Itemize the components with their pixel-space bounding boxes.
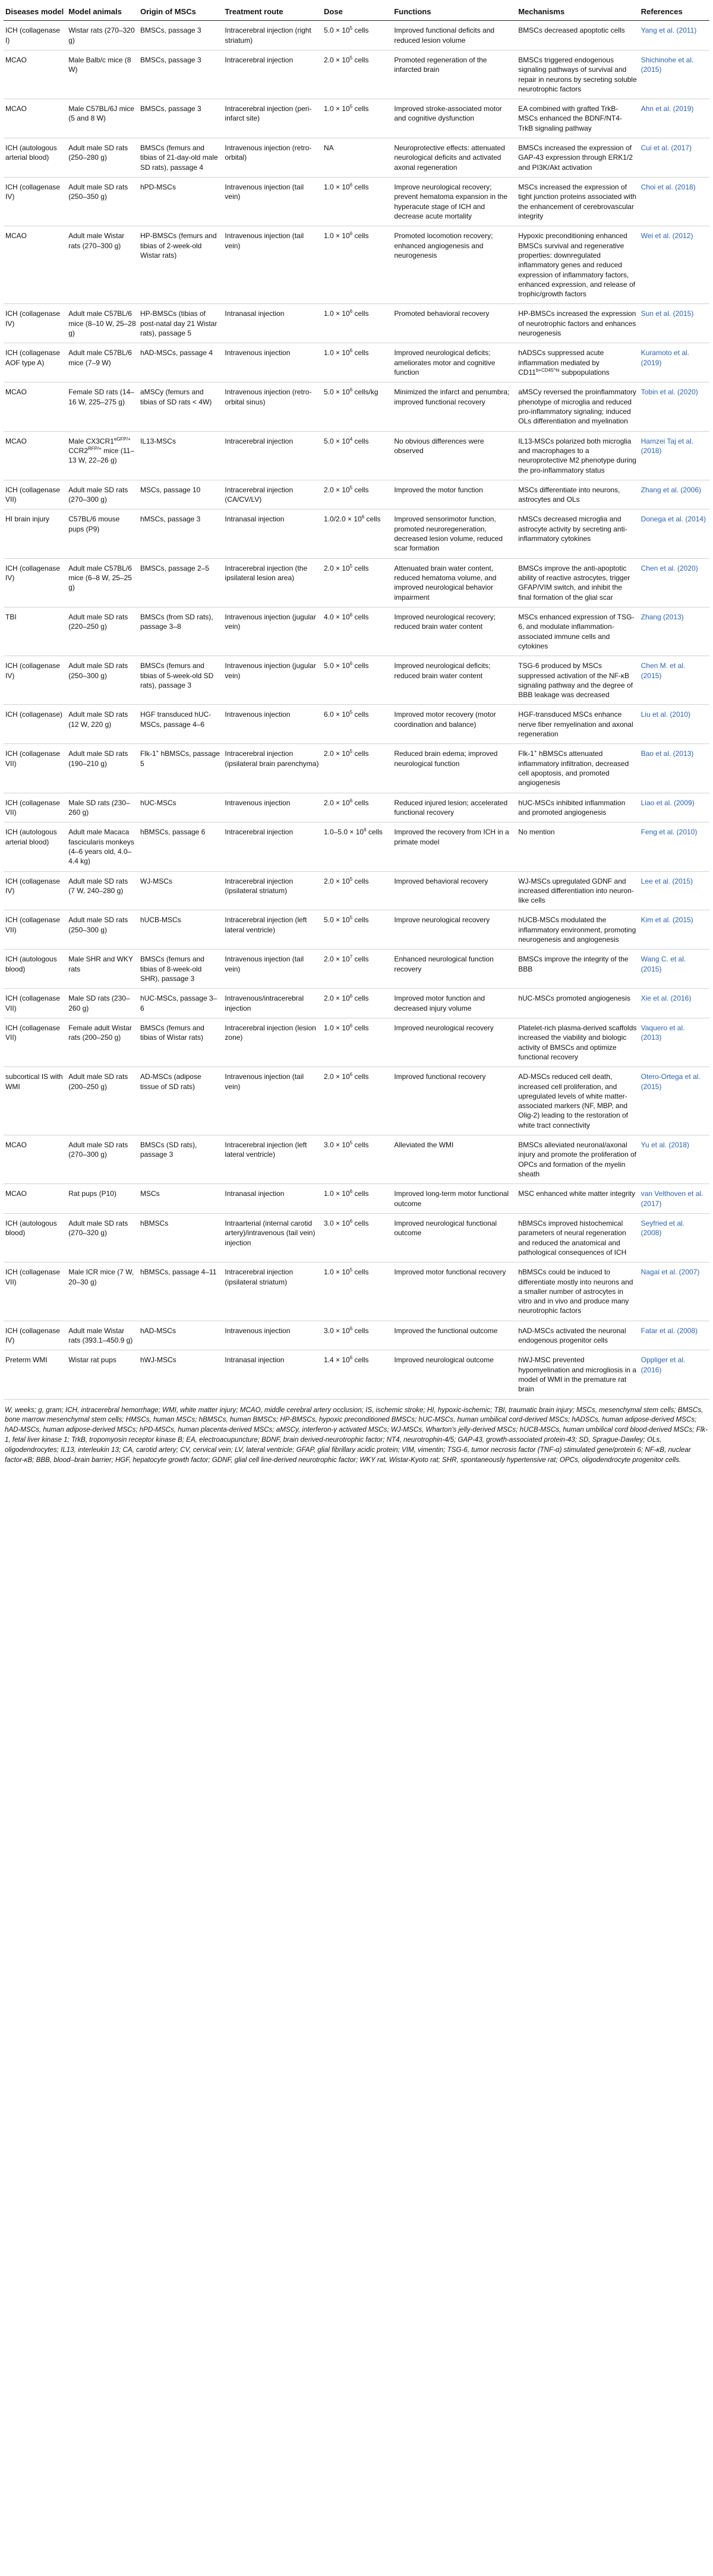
reference-link[interactable]: Feng et al. (2010)	[639, 822, 709, 871]
table-cell: Hypoxic preconditioning enhanced BMSCs survival and regenerative properties: downregulated inflammatory genes and reduced expression of inflammatory factors, enhanced expression, and release of trophic/growth factors	[516, 226, 639, 304]
table-cell: Adult male Wistar rats (270–300 g)	[67, 226, 138, 304]
table-cell: Improved neurological outcome	[392, 1350, 516, 1399]
table-cell: $2.0 \times 10^5$ cells	[322, 50, 392, 99]
table-cell: $2.0 \times 10^5$ cells	[322, 871, 392, 910]
table-cell: Adult male SD rats (250–300 g)	[67, 656, 138, 705]
table-cell: Male C57BL/6J mice (5 and 8 W)	[67, 99, 138, 138]
table-cell: Platelet-rich plasma-derived scaffolds increased the viability and biologic activity of BMSCs and optimize functional recovery	[516, 1018, 639, 1067]
reference-link[interactable]: Fatar et al. (2008)	[639, 1321, 709, 1350]
table-cell: HGF transduced hUC-MSCs, passage 4–6	[138, 705, 223, 744]
table-cell: ICH (collagenase IV)	[4, 304, 67, 343]
table-cell: hWJ-MSC prevented hypomyelination and microgliosis in a model of WMI in the premature rat brain	[516, 1350, 639, 1399]
table-row	[4, 656, 709, 705]
reference-link[interactable]: Sun et al. (2015)	[639, 304, 709, 343]
table-cell: Adult male SD rats (190–210 g)	[67, 744, 138, 793]
column-header: References	[639, 5, 709, 21]
table-cell: Intravenous injection	[223, 343, 322, 382]
table-row	[4, 910, 709, 950]
reference-link[interactable]: Donega et al. (2014)	[639, 509, 709, 558]
table-cell: Adult male C57BL/6 mice (6–8 W, 25–25 g)	[67, 558, 138, 607]
table-cell: $2.0 \times 10^6$ cells	[322, 1067, 392, 1135]
reference-link[interactable]: Choi et al. (2018)	[639, 178, 709, 226]
reference-link[interactable]: Chen et al. (2020)	[639, 558, 709, 607]
table-cell: Intraarterial (internal carotid artery)/intravenous (tail vein) injection	[223, 1213, 322, 1262]
table-cell: WJ-MSCs upregulated GDNF and increased differentiation into neuron-like cells	[516, 871, 639, 910]
table-cell: Intracerebral injection (left lateral ventricle)	[223, 1135, 322, 1184]
table-row	[4, 21, 709, 50]
table-cell: Wistar rats (270–320 g)	[67, 21, 138, 50]
table-row	[4, 50, 709, 99]
table-cell: Improved neurological recovery; reduced brain water content	[392, 607, 516, 656]
table-cell: hBMSCs	[138, 1213, 223, 1262]
table-cell: Flk-1+ hBMSCs, passage 5	[138, 744, 223, 793]
table-row	[4, 304, 709, 343]
table-cell: BMSCs (femurs and tibias of Wistar rats)	[138, 1018, 223, 1067]
table-cell: aMSCy (femurs and tibias of SD rats < 4W)	[138, 382, 223, 431]
table-cell: ICH (collagenase VII)	[4, 1018, 67, 1067]
table-footnote: W, weeks; g, gram; ICH, intracerebral hemorrhage; WMI, white matter injury; MCAO, middle cerebral artery occlusion; IS, ischemic stroke; HI, hypoxic-ischemic; TBI, traumatic brain injury; MSCs, mesenchymal stem cells; BMSCs, bone marrow mesenchymal stem cells; HMSCs, human MSCs; hBMSCs, human BMSCs; HP-BMSCs, hypoxic preconditioned BMSCs; hUC-MSCs, human umbilical cord-derived MSCs; hADSCs, human adipose-derived MSCs; hAD-MSCs, human adipose-derived MSCs; hPD-MSCs, human placenta-derived MSCs; aMSCy, interferon-γ activated MSCs; WJ-MSCs, Wharton's jelly-derived MSCs; hUCB-MSCs, human umbilical cord blood-derived MSCs; Flk-1, fetal liver kinase 1; TrkB, tropomyosin receptor kinase B; EA, electroacupuncture; BDNF, brain derived-neurotrophic factor; NT4, neurotrophin-4/5; GAP-43, growth-associated protein-43; SD, Sprague-Dawley; OLs, oligodendrocytes; IL13, interleukin 13; CA, carotid artery; CV, cervical vein; LV, lateral ventricle; GFAP, glial fibrillary acidic protein; VIM, vimentin; TSG-6, tumor necrosis factor (TNF-α) stimulated gene/protein 6; NF-κB, nuclear factor-κB; BBB, blood–brain barrier; HGF, hepatocyte growth factor; GDNF, glial cell line-derived neurotrophic factor; WKY rat, Wistar-Kyoto rat; SHR, spontaneously hypertensive rat; OPCs, oligodendrocyte progenitor cells.	[5, 1406, 708, 1464]
table-cell: $1.0 \times 10^6$ cells	[322, 178, 392, 226]
table-cell: $1.0 \times 10^6$ cells	[322, 226, 392, 304]
table-cell: hUC-MSCs promoted angiogenesis	[516, 989, 639, 1018]
table-cell: Intravenous/intracerebral injection	[223, 989, 322, 1018]
table-cell: MSCs, passage 10	[138, 480, 223, 509]
table-cell: HP-BMSCs (femurs and tibias of 2-week-old Wistar rats)	[138, 226, 223, 304]
table-cell: ICH (collagenase VII)	[4, 989, 67, 1018]
table-cell: hMSCs, passage 3	[138, 509, 223, 558]
table-cell: MCAO	[4, 50, 67, 99]
table-cell: $3.0 \times 10^6$ cells	[322, 1321, 392, 1350]
table-cell: hWJ-MSCs	[138, 1350, 223, 1399]
reference-link[interactable]: Xie et al. (2016)	[639, 989, 709, 1018]
table-cell: $1.0-5.0 \times 10^6$ cells	[322, 822, 392, 871]
table-cell: BMSCs (femurs and tibias of 8-week-old SHR), passage 3	[138, 950, 223, 989]
table-cell: ICH (collagenase IV)	[4, 656, 67, 705]
table-cell: Adult male C57BL/6 mice (8–10 W, 25–28 g)	[67, 304, 138, 343]
table-cell: $3.0 \times 10^5$ cells	[322, 1135, 392, 1184]
table-cell: Male $CX3CR1^{eGFP/+}$ $CCR2^{RFP/+}$ mice (11–13 W, 22–26 g)	[67, 431, 138, 480]
table-header-row	[4, 5, 709, 21]
table-cell: Intracerebral injection (left lateral ventricle)	[223, 910, 322, 950]
table-cell: hMSCs decreased microglia and astrocyte activity by secreting anti-inflammatory cytokines	[516, 509, 639, 558]
table-cell: ICH (collagenase IV)	[4, 1321, 67, 1350]
table-cell: C57BL/6 mouse pups (P9)	[67, 509, 138, 558]
table-cell: Improved long-term motor functional outcome	[392, 1184, 516, 1214]
table-cell: HP-BMSCs increased the expression of neurotrophic factors and enhances neurogenesis	[516, 304, 639, 343]
table-cell: Intravenous injection	[223, 1321, 322, 1350]
reference-link[interactable]: Liu et al. (2010)	[639, 705, 709, 744]
table-cell: $1.0/2.0 \times 10^6$ cells	[322, 509, 392, 558]
table-cell: hUCB-MSCs modulated the inflammatory environment, promoting neurogenesis and angiogenesis	[516, 910, 639, 950]
table-cell: Male SD rats (230–260 g)	[67, 989, 138, 1018]
table-cell: Adult male Wistar rats (393.1–450.9 g)	[67, 1321, 138, 1350]
table-cell: $2.0 \times 10^5$ cells	[322, 744, 392, 793]
table-cell: $1.0 \times 10^5$ cells	[322, 99, 392, 138]
table-row	[4, 431, 709, 480]
table-row	[4, 705, 709, 744]
table-cell: MCAO	[4, 99, 67, 138]
table-cell: Improved behavioral recovery	[392, 871, 516, 910]
table-cell: BMSCs increased the expression of GAP-43 expression through ERK1/2 and PI3K/Akt activation	[516, 138, 639, 178]
table-cell: hUC-MSCs inhibited inflammation and promoted angiogenesis	[516, 793, 639, 822]
table-cell: $2.0 \times 10^5$ cells	[322, 558, 392, 607]
table-cell: Adult male SD rats (250–280 g)	[67, 138, 138, 178]
table-cell: Intravenous injection (retro-orbital)	[223, 138, 322, 178]
table-cell: $2.0 \times 10^6$ cells	[322, 793, 392, 822]
table-cell: Improved neurological recovery	[392, 1018, 516, 1067]
table-row	[4, 1262, 709, 1321]
table-row	[4, 989, 709, 1018]
table-cell: hBMSCs improved histochemical parameters of neural regeneration and reduced the anatomical and pathological consequences of ICH	[516, 1213, 639, 1262]
table-cell: ICH (collagenase VII)	[4, 793, 67, 822]
reference-link[interactable]: van Velthoven et al. (2017)	[639, 1184, 709, 1214]
table-cell: MSC enhanced white matter integrity	[516, 1184, 639, 1214]
table-row	[4, 1018, 709, 1067]
table-cell: Intracerebral injection (right striatum)	[223, 21, 322, 50]
table-body	[4, 21, 709, 1399]
table-cell: hUC-MSCs	[138, 793, 223, 822]
table-row	[4, 1135, 709, 1184]
table-row	[4, 793, 709, 822]
table-cell: $5.0 \times 10^6$ cells	[322, 656, 392, 705]
column-header: Model animals	[67, 5, 138, 21]
table-cell: Adult male SD rats (270–300 g)	[67, 480, 138, 509]
reference-link[interactable]: Vaquero et al. (2013)	[639, 1018, 709, 1067]
reference-link[interactable]: Kim et al. (2015)	[639, 910, 709, 950]
table-cell: MCAO	[4, 431, 67, 480]
table-cell: Intravenous injection	[223, 793, 322, 822]
table-cell: Intravenous injection (tail vein)	[223, 1067, 322, 1135]
reference-link[interactable]: Yang et al. (2011)	[639, 21, 709, 50]
table-row	[4, 744, 709, 793]
table-row	[4, 178, 709, 226]
table-cell: Adult male SD rats (270–320 g)	[67, 1213, 138, 1262]
table-cell: Improved functional deficits and reduced lesion volume	[392, 21, 516, 50]
table-cell: Improved functional recovery	[392, 1067, 516, 1135]
table-cell: BMSCs (femurs and tibias of 21-day-old male SD rats), passage 4	[138, 138, 223, 178]
table-row	[4, 226, 709, 304]
reference-link[interactable]: Wei et al. (2012)	[639, 226, 709, 304]
table-cell: Adult male SD rats (250–300 g)	[67, 910, 138, 950]
table-cell: Intranasal injection	[223, 1350, 322, 1399]
table-cell: $1.0 \times 10^6$ cells	[322, 343, 392, 382]
table-cell: Attenuated brain water content, reduced hematoma volume, and improved neurological behavior impairment	[392, 558, 516, 607]
table-cell: Intracerebral injection	[223, 822, 322, 871]
table-cell: Intracerebral injection (ipsilateral striatum)	[223, 1262, 322, 1321]
reference-link[interactable]: Wang C. et al. (2015)	[639, 950, 709, 989]
table-cell: IL13-MSCs polarized both microglia and macrophages to a neuroprotective M2 phenotype during the pro-inflammatory status	[516, 431, 639, 480]
table-cell: Adult male Macaca fascicularis monkeys (4–6 years old, 4.0–4.4 kg)	[67, 822, 138, 871]
table-cell: Intravenous injection (tail vein)	[223, 178, 322, 226]
table-cell: HP-BMSCs (tibias of post-natal day 21 Wistar rats), passage 5	[138, 304, 223, 343]
table-cell: Improved neurological deficits; reduced brain water content	[392, 656, 516, 705]
table-cell: hAD-MSCs, passage 4	[138, 343, 223, 382]
table-cell: Preterm WMI	[4, 1350, 67, 1399]
table-cell: IL13-MSCs	[138, 431, 223, 480]
table-row	[4, 871, 709, 910]
table-cell: AD-MSCs (adipose tissue of SD rats)	[138, 1067, 223, 1135]
table-cell: ICH (collagenase IV)	[4, 558, 67, 607]
reference-link[interactable]: Zhang et al. (2006)	[639, 480, 709, 509]
table-cell: ICH (autologous arterial blood)	[4, 822, 67, 871]
table-cell: aMSCy reversed the proinflammatory phenotype of microglia and reduced pro-inflammatory signaling; induced OLs differentiation and myelination	[516, 382, 639, 431]
table-cell: $5.0 \times 10^6$ cells/kg	[322, 382, 392, 431]
table-cell: NA	[322, 138, 392, 178]
table-cell: Improved neurological deficits; ameliorates motor and cognitive function	[392, 343, 516, 382]
table-cell: hBMSCs could be induced to differentiate mostly into neurons and a smaller number of astrocytes in vitro and in vivo and produce many neurotrophic factors	[516, 1262, 639, 1321]
table-cell: Female SD rats (14–16 W, 225–275 g)	[67, 382, 138, 431]
column-header: Diseases model	[4, 5, 67, 21]
reference-link[interactable]: Cui et al. (2017)	[639, 138, 709, 178]
table-cell: Adult male SD rats (7 W, 240–280 g)	[67, 871, 138, 910]
table-row	[4, 138, 709, 178]
table-cell: $1.4 \times 10^6$ cells	[322, 1350, 392, 1399]
table-cell: ICH (collagenase IV)	[4, 871, 67, 910]
table-cell: Intracerebral injection (lesion zone)	[223, 1018, 322, 1067]
table-cell: BMSCs decreased apoptotic cells	[516, 21, 639, 50]
column-header: Treatment route	[223, 5, 322, 21]
table-cell: BMSCs (femurs and tibias of 5-week-old SD rats), passage 3	[138, 656, 223, 705]
reference-link[interactable]: Ahn et al. (2019)	[639, 99, 709, 138]
reference-link[interactable]: Zhang (2013)	[639, 607, 709, 656]
table-cell: Improved motor function and decreased injury volume	[392, 989, 516, 1018]
table-cell: MCAO	[4, 382, 67, 431]
table-cell: $3.0 \times 10^6$ cells	[322, 1213, 392, 1262]
table-row	[4, 480, 709, 509]
table-cell: TBI	[4, 607, 67, 656]
table-cell: Improved the motor function	[392, 480, 516, 509]
table-cell: HI brain injury	[4, 509, 67, 558]
table-cell: Flk-1+ hBMSCs attenuated inflammatory infiltration, decreased cell apoptosis, and promoted angiogenesis	[516, 744, 639, 793]
table-cell: Improved the functional outcome	[392, 1321, 516, 1350]
reference-link[interactable]: Hamzei Taj et al. (2018)	[639, 431, 709, 480]
table-row	[4, 950, 709, 989]
table-cell: $2.0 \times 10^7$ cells	[322, 950, 392, 989]
table-cell: No obvious differences were observed	[392, 431, 516, 480]
column-header: Dose	[322, 5, 392, 21]
table-cell: Neuroprotective effects: attenuated neurological deficits and activated axonal regeneration	[392, 138, 516, 178]
table-cell: hUCB-MSCs	[138, 910, 223, 950]
reference-link[interactable]: Tobin et al. (2020)	[639, 382, 709, 431]
table-cell: ICH (autologous blood)	[4, 950, 67, 989]
table-cell: ICH (collagenase VII)	[4, 480, 67, 509]
table-cell: hUC-MSCs, passage 3–6	[138, 989, 223, 1018]
table-cell: MSCs enhanced expression of TSG-6, and modulate inflammation-associated immune cells and cytokines	[516, 607, 639, 656]
table-cell: BMSCs (SD rats), passage 3	[138, 1135, 223, 1184]
table-cell: hAD-MSCs	[138, 1321, 223, 1350]
table-cell: AD-MSCs reduced cell death, increased cell proliferation, and upregulated levels of white matter-associated markers (NF, MBP, and Olig-2) leading to the restoration of white tract connectivity	[516, 1067, 639, 1135]
column-header: Mechanisms	[516, 5, 639, 21]
table-cell: BMSCs, passage 3	[138, 99, 223, 138]
table-cell: Reduced brain edema; improved neurological function	[392, 744, 516, 793]
table-row	[4, 1350, 709, 1399]
table-cell: Adult male SD rats (220–250 g)	[67, 607, 138, 656]
table-cell: BMSCs, passage 3	[138, 50, 223, 99]
table-cell: ICH (collagenase VII)	[4, 1262, 67, 1321]
table-cell: Intravenous injection (tail vein)	[223, 226, 322, 304]
table-cell: HGF-transduced MSCs enhance nerve fiber remyelination and axonal regeneration	[516, 705, 639, 744]
table-cell: MSCs increased the expression of tight junction proteins associated with the enhancement of cerebrovascular integrity	[516, 178, 639, 226]
table-cell: Improved neurological functional outcome	[392, 1213, 516, 1262]
table-cell: ICH (autologous blood)	[4, 1213, 67, 1262]
table-cell: Intracerebral injection (CA/CV/LV)	[223, 480, 322, 509]
table-cell: ICH (collagenase I)	[4, 21, 67, 50]
table-cell: ICH (collagenase AOF type A)	[4, 343, 67, 382]
table-cell: BMSCs improve the integrity of the BBB	[516, 950, 639, 989]
table-cell: $5.0 \times 10^5$ cells	[322, 21, 392, 50]
reference-link[interactable]: Kuramoto et al. (2019)	[639, 343, 709, 382]
table-cell: Intranasal injection	[223, 304, 322, 343]
table-cell: Promoted regeneration of the infarcted brain	[392, 50, 516, 99]
table-cell: MCAO	[4, 226, 67, 304]
table-cell: Intravenous injection (tail vein)	[223, 950, 322, 989]
table-cell: Intravenous injection (jugular vein)	[223, 607, 322, 656]
table-cell: Adult male C57BL/6 mice (7–9 W)	[67, 343, 138, 382]
table-cell: Adult male SD rats (250–350 g)	[67, 178, 138, 226]
table-cell: Improved stroke-associated motor and cognitive dysfunction	[392, 99, 516, 138]
table-cell: No mention	[516, 822, 639, 871]
table-cell: Female adult Wistar rats (200–250 g)	[67, 1018, 138, 1067]
msc-studies-table	[4, 5, 709, 1400]
table-cell: hBMSCs, passage 6	[138, 822, 223, 871]
table-cell: Intranasal injection	[223, 1184, 322, 1214]
table-row	[4, 607, 709, 656]
reference-link[interactable]: Seyfried et al. (2008)	[639, 1213, 709, 1262]
table-cell: Intranasal injection	[223, 509, 322, 558]
table-cell: Improved the recovery from ICH in a primate model	[392, 822, 516, 871]
table-cell: Adult male SD rats (12 W, 220 g)	[67, 705, 138, 744]
table-cell: $4.0 \times 10^6$ cells	[322, 607, 392, 656]
table-cell: $5.0 \times 10^4$ cells	[322, 431, 392, 480]
table-row	[4, 343, 709, 382]
table-row	[4, 509, 709, 558]
table-cell: Wistar rat pups	[67, 1350, 138, 1399]
table-cell: EA combined with grafted TrkB-MSCs enhanced the BDNF/NT4-TrkB signaling pathway	[516, 99, 639, 138]
table-cell: Minimized the infarct and penumbra; improved functional recovery	[392, 382, 516, 431]
table-cell: Promoted behavioral recovery	[392, 304, 516, 343]
table-cell: hAD-MSCs activated the neuronal endogenous progenitor cells	[516, 1321, 639, 1350]
table-cell: BMSCs improve the anti-apoptotic ability of reactive astrocytes, trigger GFAP/VIM switch, and inhibit the final formation of the glial scar	[516, 558, 639, 607]
table-cell: $6.0 \times 10^5$ cells	[322, 705, 392, 744]
table-cell: MSCs differentiate into neurons, astrocytes and OLs	[516, 480, 639, 509]
table-cell: $5.0 \times 10^5$ cells	[322, 910, 392, 950]
table-cell: BMSCs alleviated neuronal/axonal injury and promote the proliferation of OPCs and formation of the myelin sheath	[516, 1135, 639, 1184]
table-cell: $1.0 \times 10^6$ cells	[322, 1184, 392, 1214]
table-cell: $1.0 \times 10^6$ cells	[322, 1018, 392, 1067]
table-cell: Intracerebral injection	[223, 431, 322, 480]
table-cell: Improve neurological recovery	[392, 910, 516, 950]
table-cell: hADSCs suppressed acute inflammation mediated by $CD11^{b+CD45\^{}hi}$ subpopulations	[516, 343, 639, 382]
table-cell: ICH (collagenase IV)	[4, 178, 67, 226]
column-header: Functions	[392, 5, 516, 21]
table-cell: Alleviated the WMI	[392, 1135, 516, 1184]
table-cell: TSG-6 produced by MSCs suppressed activation of the NF-κB signaling pathway and the degree of BBB leakage was decreased	[516, 656, 639, 705]
table-cell: Intravenous injection	[223, 705, 322, 744]
table-cell: BMSCs, passage 2–5	[138, 558, 223, 607]
table-cell: hPD-MSCs	[138, 178, 223, 226]
reference-link[interactable]: Nagai et al. (2007)	[639, 1262, 709, 1321]
reference-link[interactable]: Liao et al. (2009)	[639, 793, 709, 822]
table-cell: Rat pups (P10)	[67, 1184, 138, 1214]
table-row	[4, 1213, 709, 1262]
table-cell: BMSCs, passage 3	[138, 21, 223, 50]
table-cell: Enhanced neurological function recovery	[392, 950, 516, 989]
table-cell: Male Balb/c mice (8 W)	[67, 50, 138, 99]
table-cell: Intravenous injection (jugular vein)	[223, 656, 322, 705]
table-row	[4, 1321, 709, 1350]
table-cell: Adult male SD rats (200–250 g)	[67, 1067, 138, 1135]
table-cell: Male SD rats (230–260 g)	[67, 793, 138, 822]
reference-link[interactable]: Yu et al. (2018)	[639, 1135, 709, 1184]
table-row	[4, 99, 709, 138]
table-row	[4, 1184, 709, 1214]
table-cell: Promoted locomotion recovery; enhanced angiogenesis and neurogenesis	[392, 226, 516, 304]
reference-link[interactable]: Chen M. et al. (2015)	[639, 656, 709, 705]
table-cell: MCAO	[4, 1135, 67, 1184]
table-row	[4, 382, 709, 431]
table-cell: ICH (collagenase VII)	[4, 744, 67, 793]
reference-link[interactable]: Bao et al. (2013)	[639, 744, 709, 793]
reference-link[interactable]: Otero-Ortega et al. (2015)	[639, 1067, 709, 1135]
table-row	[4, 822, 709, 871]
table-cell: ICH (collagenase)	[4, 705, 67, 744]
table-cell: Intracerebral injection	[223, 50, 322, 99]
table-cell: Adult male SD rats (270–300 g)	[67, 1135, 138, 1184]
table-cell: Reduced injured lesion; accelerated functional recovery	[392, 793, 516, 822]
table-cell: Male ICR mice (7 W, 20–30 g)	[67, 1262, 138, 1321]
table-cell: ICH (autologous arterial blood)	[4, 138, 67, 178]
table-cell: Improved motor recovery (motor coordination and balance)	[392, 705, 516, 744]
table-cell: $1.0 \times 10^5$ cells	[322, 1262, 392, 1321]
table-cell: MSCs	[138, 1184, 223, 1214]
table-cell: hBMSCs, passage 4–11	[138, 1262, 223, 1321]
table-row	[4, 1067, 709, 1135]
reference-link[interactable]: Lee et al. (2015)	[639, 871, 709, 910]
table-cell: Intracerebral injection (peri-infarct site)	[223, 99, 322, 138]
reference-link[interactable]: Shichinohe et al. (2015)	[639, 50, 709, 99]
table-cell: Intracerebral injection (the ipsilateral lesion area)	[223, 558, 322, 607]
table-cell: Intracerebral injection (ipsilateral brain parenchyma)	[223, 744, 322, 793]
table-cell: Intravenous injection (retro-orbital sinus)	[223, 382, 322, 431]
table-cell: subcortical IS with WMI	[4, 1067, 67, 1135]
table-cell: Intracerebral injection (ipsilateral striatum)	[223, 871, 322, 910]
table-cell: ICH (collagenase VII)	[4, 910, 67, 950]
table-row	[4, 558, 709, 607]
table-cell: $1.0 \times 10^6$ cells	[322, 304, 392, 343]
table-cell: MCAO	[4, 1184, 67, 1214]
table-cell: BMSCs (from SD rats), passage 3–8	[138, 607, 223, 656]
table-cell: Male SHR and WKY rats	[67, 950, 138, 989]
reference-link[interactable]: Oppliger et al. (2016)	[639, 1350, 709, 1399]
table-cell: BMSCs triggered endogenous signaling pathways of survival and repair in neurons by secreting soluble neurotrophic factors	[516, 50, 639, 99]
table-cell: Improve neurological recovery; prevent hematoma expansion in the hyperacute stage of ICH and decrease acute mortality	[392, 178, 516, 226]
table-cell: Improved sensorimotor function, promoted neuroregeneration, decreased lesion volume, reduced scar formation	[392, 509, 516, 558]
table-cell: $2.0 \times 10^6$ cells	[322, 989, 392, 1018]
table-cell: WJ-MSCs	[138, 871, 223, 910]
table-cell: $2.0 \times 10^5$ cells	[322, 480, 392, 509]
table-cell: Improved motor functional recovery	[392, 1262, 516, 1321]
column-header: Origin of MSCs	[138, 5, 223, 21]
